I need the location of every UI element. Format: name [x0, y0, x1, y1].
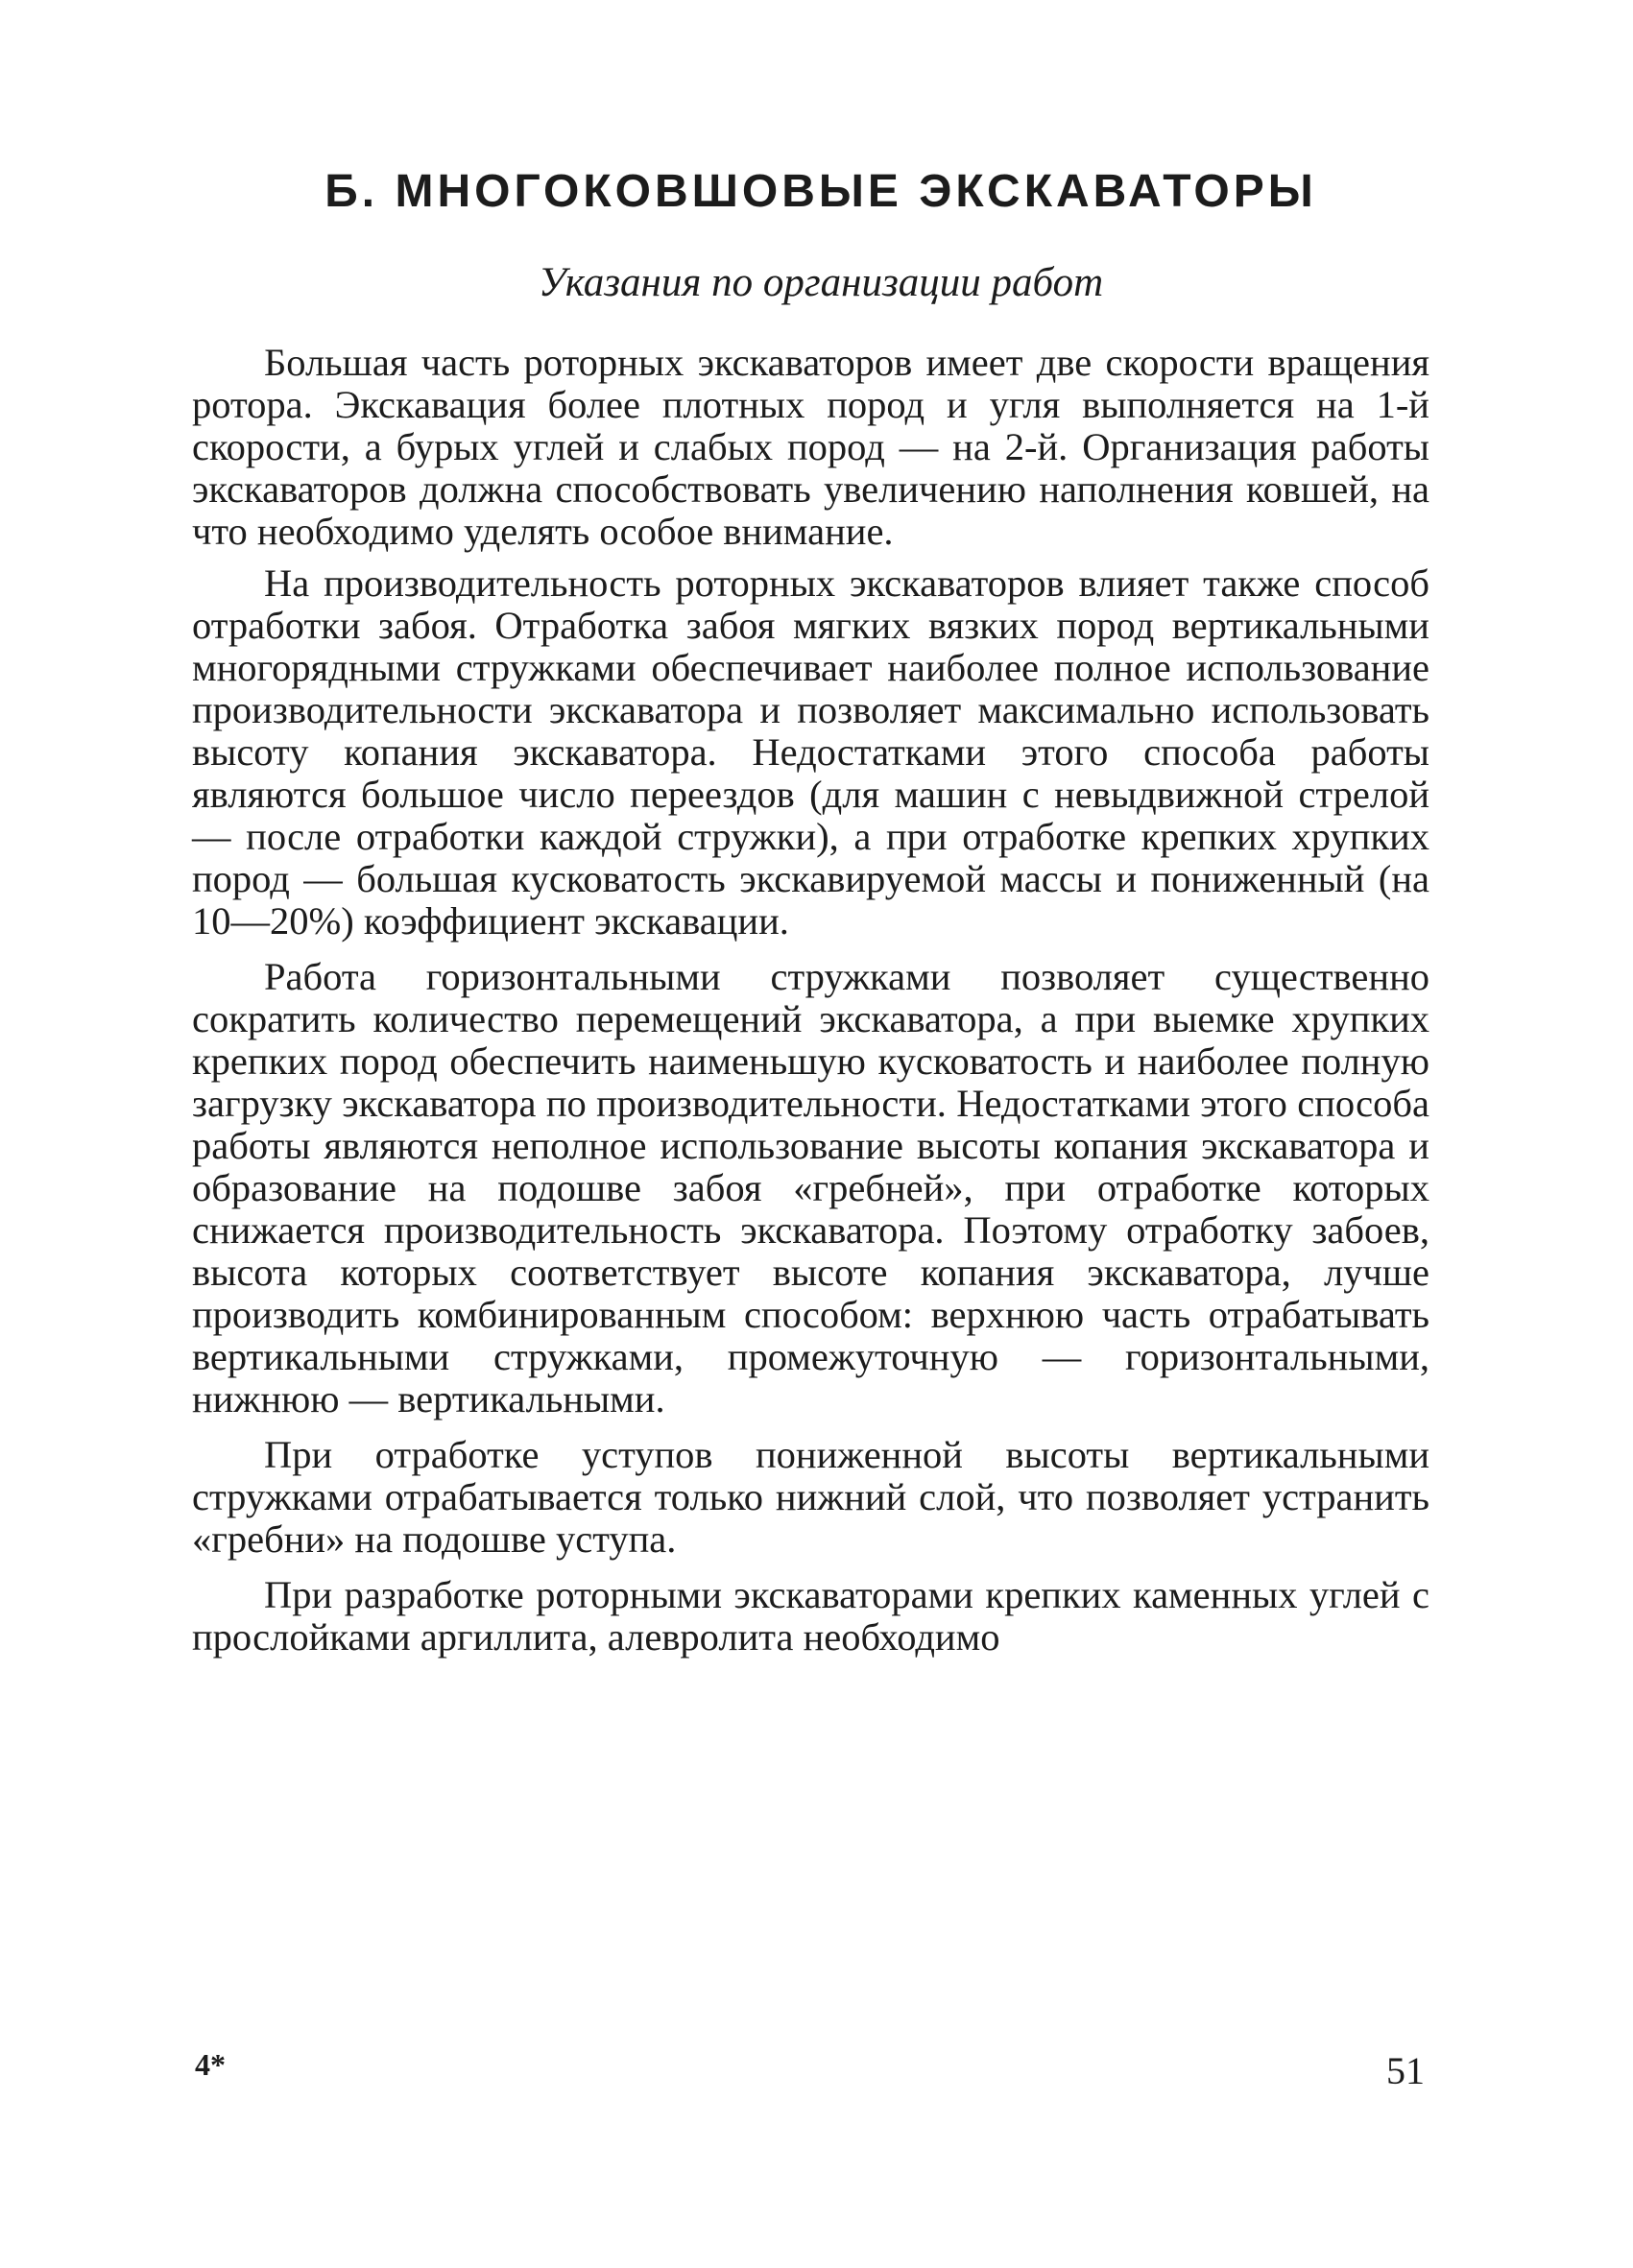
body-text — [192, 342, 1429, 1668]
paragraph: Работа горизонтальными стружками позволяет существенно сократить количество перемещений экскаватора, а при выемке хрупких крепких пород обеспечить наименьшую кусковатость и наиболее полную загрузку экскаватора по производительности. Недостатками этого способа работы являются неполное использование высоты копания экскаватора и образование на подошве забоя «гребней», при отработке которых снижается производительность экскаватора. Поэтому отработку забоев, высота которых соответствует высоте копания экскаватора, лучше производить комбинированным способом: верхнюю часть отрабатывать вертикальными стружками, промежуточную — горизонтальными, нижнюю — вертикальными. — [192, 955, 1429, 1420]
section-heading: Б. МНОГОКОВШОВЫЕ ЭКСКАВАТОРЫ — [324, 166, 1317, 217]
signature-mark: 4* — [195, 2047, 226, 2082]
page-number: 51 — [1386, 2049, 1425, 2092]
section-subheading: Указания по организации работ — [538, 260, 1104, 305]
paragraph: При отработке уступов пониженной высоты вертикальными стружками отрабатывается только нижний слой, что позволяет устранить «гребни» на подошве уступа. — [192, 1433, 1429, 1561]
paragraph: На производительность роторных экскаваторов влияет также способ отработки забоя. Отработка забоя мягких вязких пород вертикальными многорядными стружками обеспечивает наиболее полное использование производительности экскаватора и позволяет максимально использовать высоту копания экскаватора. Недостатками этого способа работы являются большое число переездов (для машин с невыдвижной стрелой — после отработки каждой стружки), а при отработке крепких хрупких пород — большая кусковатость экскавируемой массы и пониженный (на 10—20%) коэффициент экскавации. — [192, 561, 1429, 943]
paragraph: При разработке роторными экскаваторами крепких каменных углей с прослойками аргиллита, алевролита необходимо — [192, 1573, 1429, 1659]
paragraph: Большая часть роторных экскаваторов имеет две скорости вращения ротора. Экскавация более плотных пород и угля выполняется на 1-й скорости, а бурых углей и слабых пород — на 2-й. Организация работы экскаваторов должна способствовать увеличению наполнения ковшей, на что необходимо уделять особое внимание. — [192, 341, 1429, 553]
